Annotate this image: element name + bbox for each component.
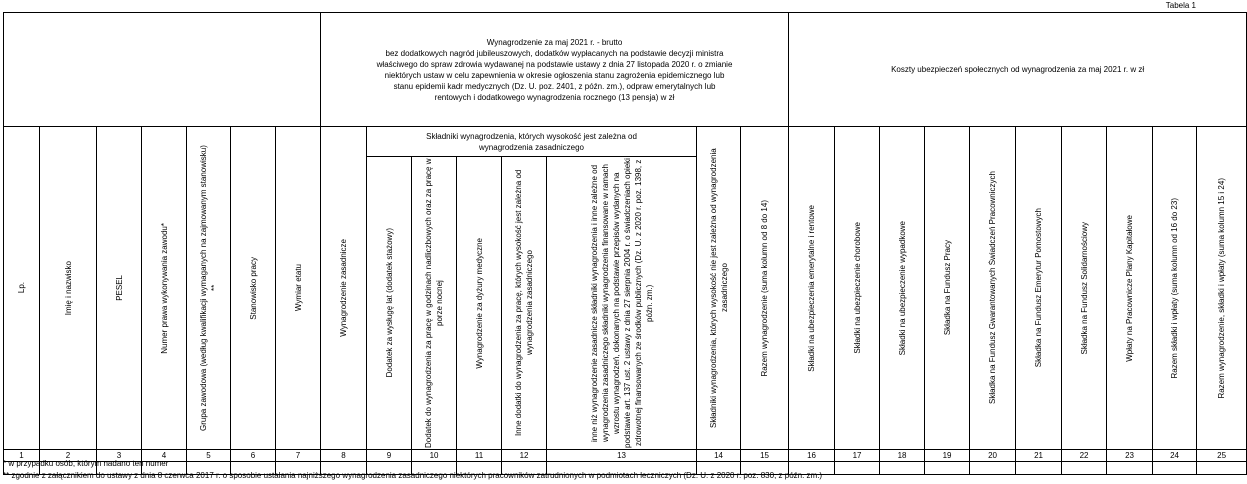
column-header-sickness-insurance: Składki na ubezpieczenie chorobowe	[852, 222, 862, 354]
column-number: 25	[1197, 450, 1247, 462]
column-number: 11	[457, 450, 502, 462]
column-header-labour-fund: Składka na Fundusz Pracy	[942, 240, 952, 336]
data-cell[interactable]	[1107, 462, 1153, 475]
column-number: 22	[1062, 450, 1107, 462]
column-header-fgsp: Składka na Fundusz Gwarantowanych Świadczeń Pracowniczych	[988, 171, 998, 405]
column-number: 1	[4, 450, 40, 462]
header-wages-line: stanu epidemii kadr medycznych (Dz. U. poz. 2401, z późn. zm.), odpraw emerytalnych lub	[393, 81, 716, 91]
column-number: 7	[276, 450, 321, 462]
column-number: 9	[367, 450, 412, 462]
column-number: 18	[880, 450, 925, 462]
data-cell[interactable]	[835, 462, 880, 475]
column-number: 23	[1107, 450, 1153, 462]
column-number: 6	[231, 450, 276, 462]
column-header-name: Imię i nazwisko	[63, 260, 73, 316]
column-header-pension-contributions: Składki na ubezpieczenia emerytalne i rentowe	[807, 204, 817, 372]
data-cell[interactable]	[1153, 462, 1197, 475]
column-number: 10	[412, 450, 457, 462]
column-header-on-call-duty: Wynagrodzenie za dyżury medyczne	[474, 237, 484, 369]
column-header-total-contributions: Razem składki i wpłaty (suma kolumn od 16 do 23)	[1170, 197, 1180, 379]
column-header-grand-total: Razem wynagrodzenie, składki i wpłaty (suma kolumn 15 i 24)	[1217, 177, 1227, 399]
footnote-professional-group: ** zgodnie z załącznikiem do ustawy z dnia 8 czerwca 2017 r. o sposobie ustalania najniższego wynagrodzenia zasadniczego niektórych pracowników zatrudnionych w podmiotach leczniczych (Dz. U. z 2020 r. poz. 830, z późn. zm.)	[3, 471, 823, 480]
column-header-funded-increase-components: inne niż wynagrodzenie zasadnicze składniki wynagrodzenia i inne zależne od wynagrodzenia zasadniczego składniki wynagrodzenia finansowane w ramach wzrostu wynagrodzeń, dokonanych na podstawie przepisów wydanych na podstawie art. 137 ust. 2 ustawy z dnia 27 sierpnia 2004 r. o świadczeniach opieki zdrowotnej finansowanych ze środków publicznych (Dz. U. z 2020 r. poz. 1398, z późn. zm.)	[589, 158, 654, 448]
column-number: 24	[1153, 450, 1197, 462]
column-header-ppk: Wpłaty na Pracownicze Plany Kapitałowe	[1125, 214, 1135, 362]
column-number: 19	[925, 450, 970, 462]
column-number: 8	[321, 450, 367, 462]
data-cell[interactable]	[1062, 462, 1107, 475]
column-header-seniority-bonus: Dodatek za wysługę lat (dodatek stażowy)	[384, 228, 394, 378]
column-number: 14	[697, 450, 741, 462]
header-wages-line: Wynagrodzenie za maj 2021 r. - brutto	[486, 37, 623, 47]
wage-report-table	[3, 12, 1247, 475]
data-cell[interactable]	[970, 462, 1016, 475]
column-header-fte: Wymiar etatu	[293, 264, 303, 312]
header-wages	[321, 13, 789, 127]
column-header-base-salary: Wynagrodzenie zasadnicze	[339, 239, 349, 337]
column-header-professional-group: Grupa zawodowa (według kwalifikacji wymaganych na zajmowanym stanowisku) **	[198, 145, 219, 431]
column-header-pesel: PESEL	[114, 275, 124, 301]
column-number: 5	[187, 450, 231, 462]
column-number: 2	[40, 450, 97, 462]
data-cell[interactable]	[880, 462, 925, 475]
column-number: 17	[835, 450, 880, 462]
column-number: 3	[97, 450, 142, 462]
column-header-other-bonuses: Inne dodatki do wynagrodzenia za pracę, których wysokość jest zależna od wynagrodzenia zasadniczego	[514, 169, 535, 437]
column-header-overtime-bonus: Dodatek do wynagrodzenia za pracę w godzinach nadliczbowych oraz za pracę w porze nocnej	[424, 158, 445, 448]
column-number: 4	[142, 450, 187, 462]
column-number: 13	[547, 450, 697, 462]
header-components: Składniki wynagrodzenia, których wysokość jest zależna od wynagrodzenia zasadniczego	[367, 127, 697, 157]
header-blank	[4, 13, 321, 127]
header-wages-line: właściwego do spraw zdrowia wydawanej na podstawie ustawy z dnia 27 listopada 2020 r. o zmianie	[376, 59, 733, 69]
header-wages-line: rentowych i dodatkowego wynagrodzenia rocznego (13 pensja) w zł	[434, 92, 675, 102]
footnote-license-number: * w przypadku osób, którym nadano ten numer	[3, 459, 169, 468]
column-header-fep: Składka na Fundusz Emerytur Pomostowych	[1034, 208, 1044, 368]
column-number: 16	[789, 450, 835, 462]
column-number: 21	[1016, 450, 1062, 462]
data-cell[interactable]	[1016, 462, 1062, 475]
footnotes	[3, 458, 822, 482]
column-number: 12	[502, 450, 547, 462]
column-header-position: Stanowisko pracy	[248, 256, 258, 320]
header-wages-line: niektórych ustaw w celu zapewnienia w okresie ogłoszenia stanu zagrożenia epidemicznego lub	[384, 70, 725, 80]
column-header-accident-insurance: Składki na ubezpieczenie wypadkowe	[897, 220, 907, 356]
column-header-independent-components: Składniki wynagrodzenia, których wysokość nie jest zależna od wynagrodzenia zasadniczego	[708, 148, 729, 428]
table-label: Tabela 1	[1165, 1, 1196, 10]
column-header-license-number: Numer prawa wykonywania zawodu*	[159, 222, 169, 354]
data-cell[interactable]	[925, 462, 970, 475]
column-number: 20	[970, 450, 1016, 462]
column-header-solidarity-fund: Składka na Fundusz Solidarnościowy	[1079, 221, 1089, 355]
column-header-total-wages: Razem wynagrodzenie (suma kolumn od 8 do 14)	[760, 199, 770, 377]
column-number: 15	[741, 450, 789, 462]
header-insurance: Koszty ubezpieczeń społecznych od wynagrodzenia za maj 2021 r. w zł	[789, 13, 1247, 127]
column-header-lp: Lp.	[17, 282, 26, 294]
data-cell[interactable]	[1197, 462, 1247, 475]
header-wages-line: bez dodatkowych nagród jubileuszowych, dodatków wypłacanych na podstawie decyzji ministra	[385, 48, 724, 58]
